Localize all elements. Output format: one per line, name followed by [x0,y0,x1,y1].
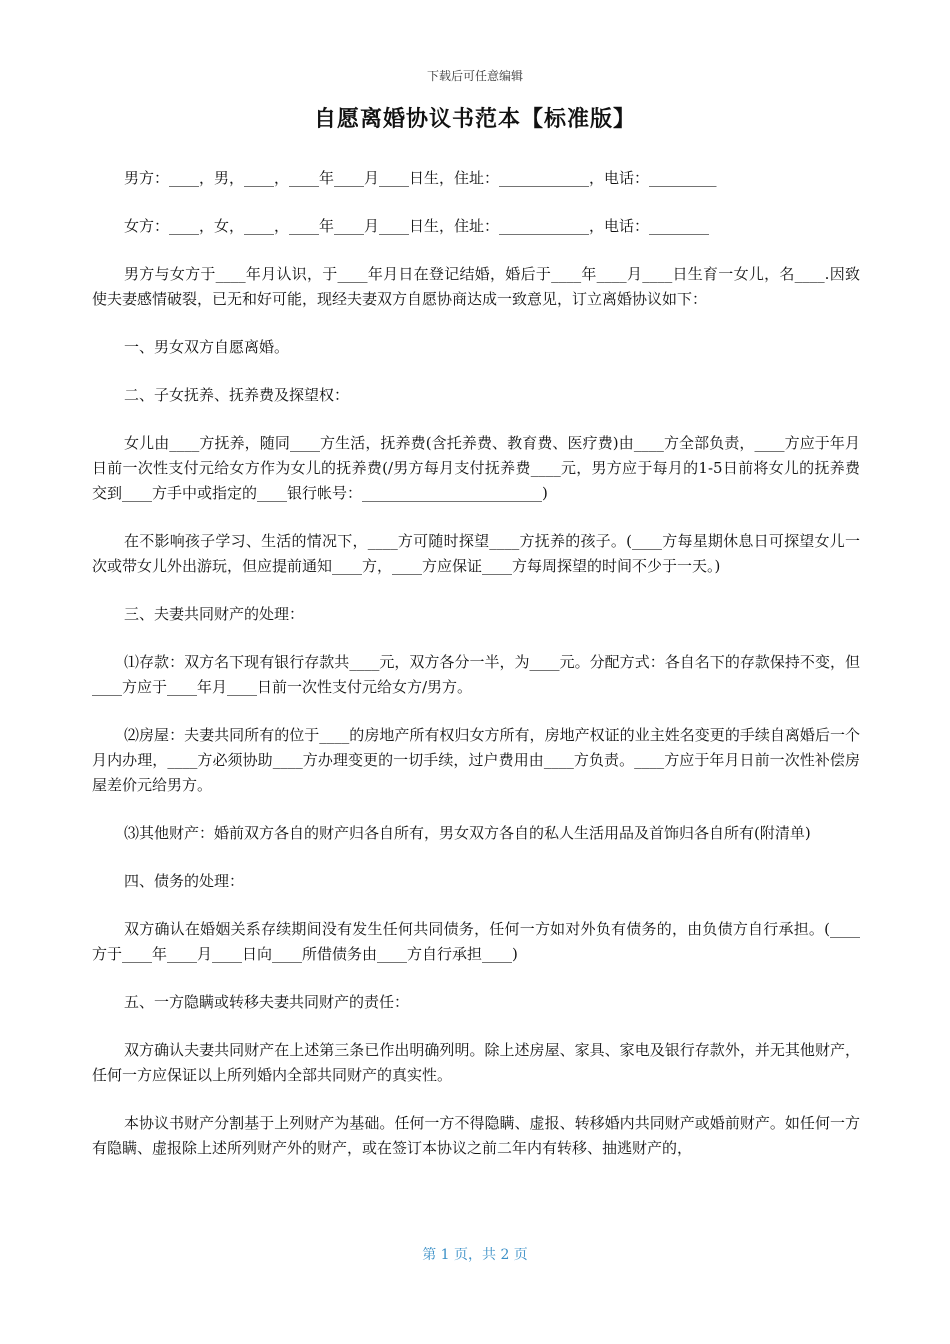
paragraph-house: ⑵房屋：夫妻共同所有的位于____的房地产所有权归女方所有，房地产权证的业主姓名变更的手续自离婚后一个月内办理，____方必须协助____方办理变更的一切手续，过户费用由____方负责。____方应于年月日前一次性补偿房屋差价元给男方。 [92,726,860,794]
paragraph-property-confirmation: 双方确认夫妻共同财产在上述第三条已作出明确列明。除上述房屋、家具、家电及银行存款外，并无其他财产，任何一方应保证以上所列婚内全部共同财产的真实性。 [92,1041,860,1084]
document-body [92,166,860,1184]
section-heading-divorce: 一、男女双方自愿离婚。 [124,338,290,356]
paragraph-debts: 双方确认在婚姻关系存续期间没有发生任何共同债务，任何一方如对外负有债务的，由负债方自行承担。(____方于____年____月____日向____所借债务由____方自行承担____) [92,920,860,963]
section-heading-concealment: 五、一方隐瞒或转移夫妻共同财产的责任： [124,993,410,1011]
page-footer: 第 1 页，共 2 页 [422,1247,528,1263]
paragraph-wife-info: 女方：____，女，____，____年____月____日生，住址：____________，电话：________ [124,217,710,235]
section-heading-custody: 二、子女抚养、抚养费及探望权： [124,386,350,404]
paragraph-deposits: ⑴存款：双方名下现有银行存款共____元，双方各分一半，为____元。分配方式：各自名下的存款保持不变，但____方应于____年月____日前一次性支付元给女方/男方。 [92,653,860,696]
paragraph-property-basis: 本协议书财产分割基于上列财产为基础。任何一方不得隐瞒、虚报、转移婚内共同财产或婚前财产。如任何一方有隐瞒、虚报除上述所列财产外的财产，或在签订本协议之前二年内有转移、抽逃财产的， [92,1114,860,1157]
section-heading-property: 三、夫妻共同财产的处理： [124,605,305,623]
section-heading-debts: 四、债务的处理： [124,872,245,890]
paragraph-visitation: 在不影响孩子学习、生活的情况下，____方可随时探望____方抚养的孩子。(____方每星期休息日可探望女儿一次或带女儿外出游玩，但应提前通知____方，____方应保证____方每周探望的时间不少于一天。) [92,532,860,575]
paragraph-other-property: ⑶其他财产：婚前双方各自的财产归各自所有，男女双方各自的私人生活用品及首饰归各自所有(附清单) [124,824,811,842]
paragraph-husband-info: 男方：____，男，____，____年____月____日生，住址：____________，电话：_________ [124,169,717,187]
paragraph-preamble: 男方与女方于____年月认识，于____年月日在登记结婚，婚后于____年____月____日生育一女儿，名____.因致使夫妻感情破裂，已无和好可能，现经夫妻双方自愿协商达成一致意见，订立离婚协议如下： [92,265,860,308]
paragraph-child-support: 女儿由____方抚养，随同____方生活，抚养费(含托养费、教育费、医疗费)由____方全部负责，____方应于年月日前一次性支付元给女方作为女儿的抚养费(/男方每月支付抚养费____元，男方应于每月的1-5日前将女儿的抚养费交到____方手中或指定的____银行帐号：________________________) [92,434,860,502]
document-title: 自愿离婚协议书范本【标准版】 [313,107,636,132]
header-note: 下载后可任意编辑 [426,69,523,83]
